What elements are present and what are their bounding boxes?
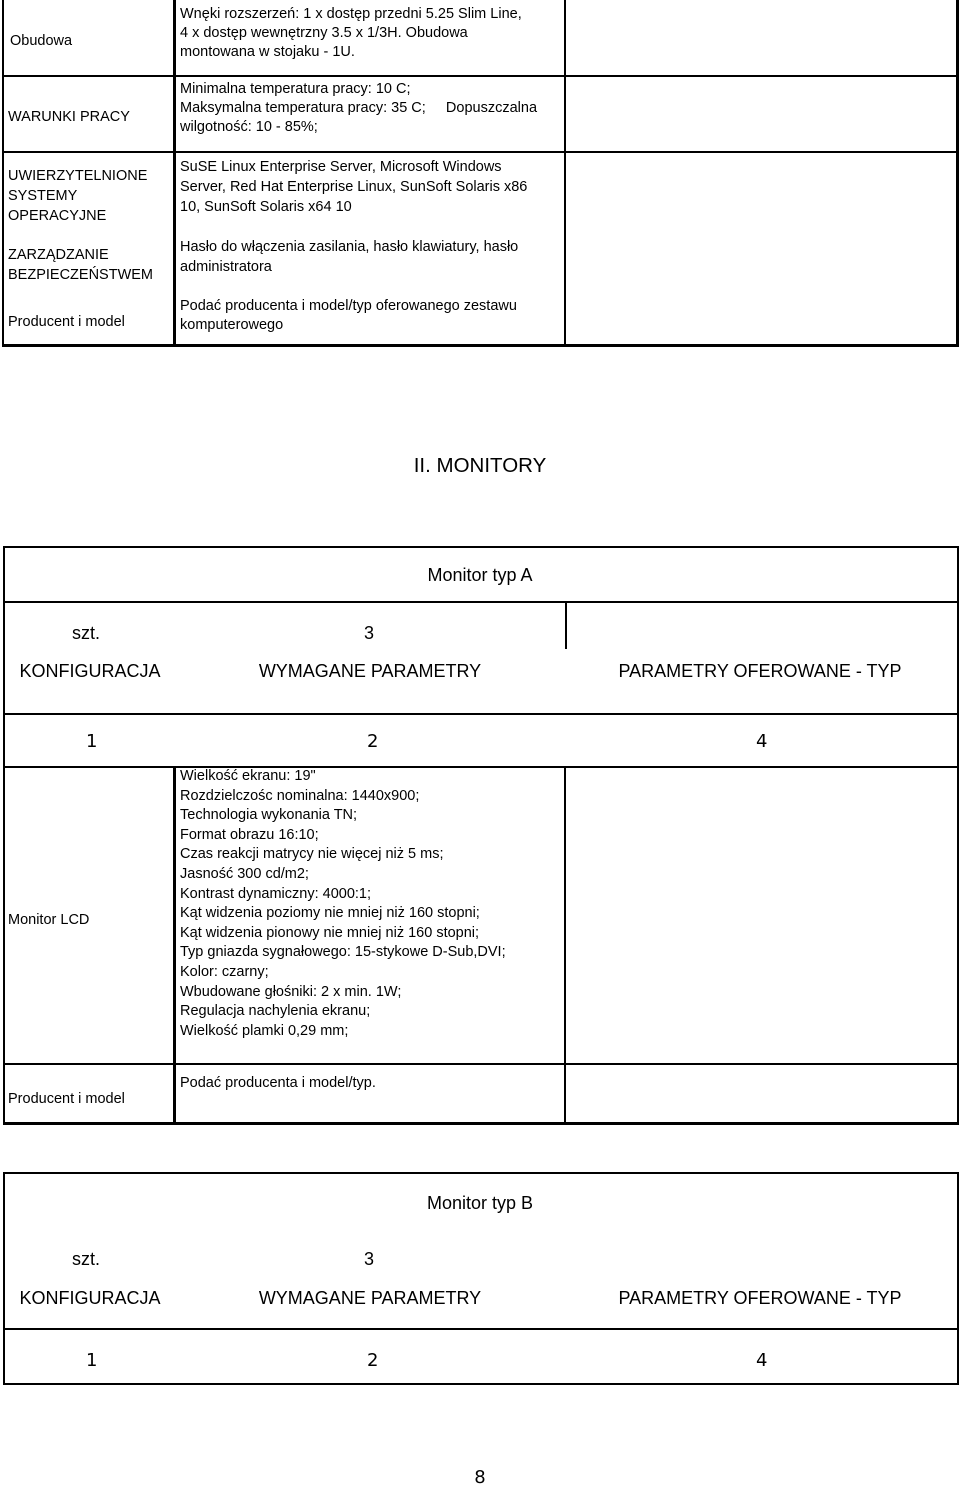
spec-item: Format obrazu 16:10; — [180, 826, 319, 843]
monitor-b-header-konfiguracja: KONFIGURACJA — [19, 1288, 161, 1308]
row-value-systemy-line1: SuSE Linux Enterprise Server, Microsoft Windows — [180, 159, 502, 175]
monitor-a-colnum-2: 2 — [367, 731, 379, 752]
row-value-producent-line2: komputerowego — [180, 317, 284, 333]
monitor-a-producer-label: Producent i model — [8, 1091, 125, 1107]
section-title: II. MONITORY — [413, 454, 547, 477]
monitor-a-title: Monitor typ A — [427, 565, 533, 585]
row-value-warunki-line3: wilgotność: 10 - 85%; — [180, 119, 318, 135]
page-number: 8 — [474, 1467, 486, 1488]
spec-item: Kąt widzenia poziomy nie mniej niż 160 stopni; — [180, 905, 480, 922]
row-value-systemy-line2: Server, Red Hat Enterprise Linux, SunSoft Solaris x86 — [180, 179, 528, 195]
spec-item: Typ gniazda sygnałowego: 15-stykowe D-Sub,DVI; — [180, 944, 506, 961]
spec-item: Wielkość ekranu: 19" — [180, 768, 316, 784]
row-value-zarzadzanie-line1: Hasło do włączenia zasilania, hasło klawiatury, hasło — [180, 239, 519, 255]
monitor-a-colnum-4: 4 — [756, 731, 768, 752]
row-label-obudowa: Obudowa — [10, 33, 73, 49]
monitor-b-qty-value: 3 — [364, 1249, 375, 1269]
row-label-systemy-line1: UWIERZYTELNIONE — [8, 168, 148, 184]
spec-item: Czas reakcji matrycy nie więcej niż 5 ms; — [180, 846, 444, 863]
monitor-a-qty-label: szt. — [72, 623, 101, 643]
row-label-systemy-line2: SYSTEMY — [8, 188, 78, 204]
monitor-b-colnum-2: 2 — [367, 1350, 379, 1371]
row-value-obudowa-line2: 4 x dostęp wewnętrzny 3.5 x 1/3H. Obudowa — [180, 25, 468, 41]
monitor-b-header-wymagane: WYMAGANE PARAMETRY — [258, 1288, 482, 1308]
monitor-a-row-label: Monitor LCD — [8, 912, 90, 928]
spec-item: Wbudowane głośniki: 2 x min. 1W; — [180, 983, 402, 1000]
row-value-producent-line1: Podać producenta i model/typ oferowanego zestawu — [180, 298, 517, 314]
spec-item: Wielkość plamki 0,29 mm; — [180, 1022, 349, 1039]
spec-item: Regulacja nachylenia ekranu; — [180, 1003, 371, 1020]
monitor-a-producer-value: Podać producenta i model/typ. — [180, 1075, 376, 1091]
spec-item: Rozdzielczośc nominalna: 1440x900; — [180, 787, 420, 804]
row-value-warunki-line1: Minimalna temperatura pracy: 10 C; — [180, 81, 411, 97]
row-value-warunki-line2: Maksymalna temperatura pracy: 35 C; Dopuszczalna — [180, 100, 538, 116]
row-label-warunki-pracy: WARUNKI PRACY — [8, 109, 130, 125]
row-value-zarzadzanie-line2: administratora — [180, 259, 272, 275]
row-label-zarzadzanie-line1: ZARZĄDZANIE — [8, 247, 109, 263]
monitor-a-header-oferowane: PARAMETRY OFEROWANE - TYP — [618, 661, 902, 681]
row-value-obudowa-line1: Wnęki rozszerzeń: 1 x dostęp przedni 5.25 Slim Line, — [180, 6, 522, 22]
monitor-b-qty-label: szt. — [72, 1249, 101, 1269]
monitor-b-colnum-4: 4 — [756, 1350, 768, 1371]
spec-item: Kolor: czarny; — [180, 963, 269, 980]
row-label-producent: Producent i model — [8, 314, 125, 330]
monitor-a-spec-list — [180, 767, 506, 1041]
row-value-systemy-line3: 10, SunSoft Solaris x64 10 — [180, 199, 352, 215]
monitor-b-colnum-1: 1 — [86, 1350, 98, 1371]
row-label-systemy-line3: OPERACYJNE — [8, 208, 107, 224]
monitor-b-title: Monitor typ B — [426, 1193, 534, 1213]
row-label-zarzadzanie-line2: BEZPIECZEŃSTWEM — [8, 267, 154, 283]
spec-item: Kąt widzenia pionowy nie mniej niż 160 stopni; — [180, 924, 480, 941]
row-value-obudowa-line3: montowana w stojaku - 1U. — [180, 44, 355, 60]
spec-item: Kontrast dynamiczny: 4000:1; — [180, 885, 372, 902]
monitor-a-colnum-1: 1 — [86, 731, 98, 752]
monitor-a-header-wymagane: WYMAGANE PARAMETRY — [258, 661, 482, 681]
monitor-a-header-konfiguracja: KONFIGURACJA — [19, 661, 161, 681]
spec-item: Technologia wykonania TN; — [180, 807, 358, 824]
monitor-b-header-oferowane: PARAMETRY OFEROWANE - TYP — [618, 1288, 902, 1308]
spec-item: Jasność 300 cd/m2; — [180, 865, 309, 882]
monitor-a-qty-value: 3 — [364, 623, 375, 643]
